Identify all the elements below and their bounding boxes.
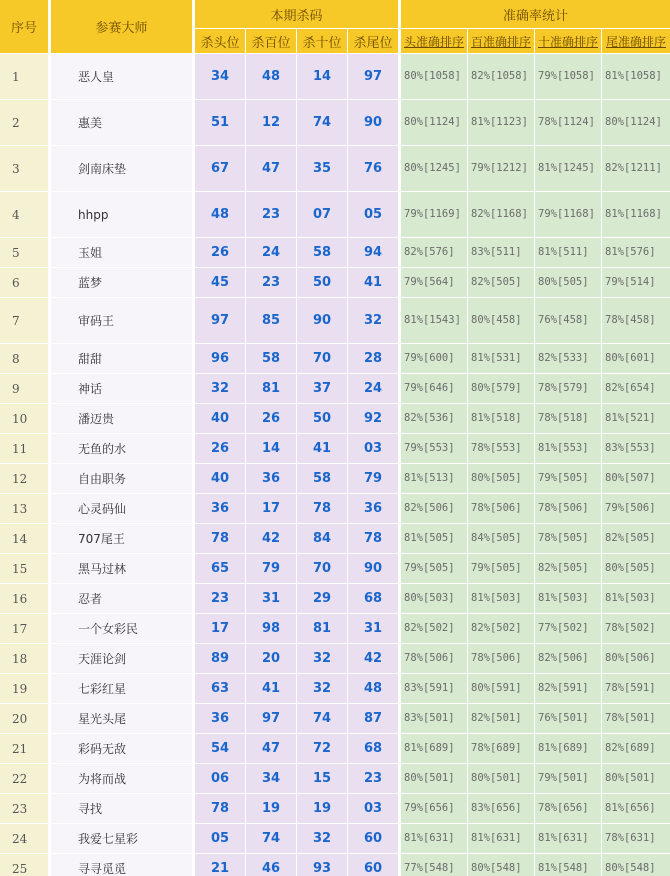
accuracy-stat: 82%[506] xyxy=(401,494,467,523)
accuracy-stat: 78%[1124] xyxy=(535,100,601,145)
header-kill-group: 本期杀码 xyxy=(195,0,398,28)
accuracy-stat: 81%[503] xyxy=(535,584,601,613)
row-seq: 7 xyxy=(0,298,48,343)
accuracy-stat: 80%[506] xyxy=(602,644,670,673)
row-seq: 25 xyxy=(0,854,48,876)
row-seq: 23 xyxy=(0,794,48,823)
kill-number: 67 xyxy=(195,146,245,191)
row-seq: 10 xyxy=(0,404,48,433)
accuracy-stat: 81%[503] xyxy=(468,584,534,613)
accuracy-stat: 77%[502] xyxy=(535,614,601,643)
accuracy-stat: 79%[1212] xyxy=(468,146,534,191)
accuracy-stat: 80%[501] xyxy=(401,764,467,793)
accuracy-stat: 80%[601] xyxy=(602,344,670,373)
kill-number: 23 xyxy=(195,584,245,613)
kill-number: 41 xyxy=(297,434,347,463)
kill-number: 28 xyxy=(348,344,398,373)
kill-number: 81 xyxy=(297,614,347,643)
accuracy-stat: 82%[536] xyxy=(401,404,467,433)
accuracy-stat: 79%[505] xyxy=(535,464,601,493)
accuracy-stat: 80%[505] xyxy=(535,268,601,297)
accuracy-stat: 81%[1543] xyxy=(401,298,467,343)
kill-number: 05 xyxy=(348,192,398,237)
accuracy-stat: 82%[501] xyxy=(468,704,534,733)
kill-number: 03 xyxy=(348,794,398,823)
master-name: 神话 xyxy=(51,374,192,403)
kill-number: 76 xyxy=(348,146,398,191)
accuracy-stat: 81%[576] xyxy=(602,238,670,267)
kill-number: 03 xyxy=(348,434,398,463)
accuracy-stat: 79%[656] xyxy=(401,794,467,823)
kill-number: 47 xyxy=(246,734,296,763)
accuracy-stat: 81%[511] xyxy=(535,238,601,267)
accuracy-stat: 80%[591] xyxy=(468,674,534,703)
accuracy-stat: 79%[514] xyxy=(602,268,670,297)
accuracy-stat: 83%[501] xyxy=(401,704,467,733)
row-seq: 9 xyxy=(0,374,48,403)
kill-number: 74 xyxy=(297,704,347,733)
kill-number: 37 xyxy=(297,374,347,403)
accuracy-stat: 82%[505] xyxy=(535,554,601,583)
row-seq: 13 xyxy=(0,494,48,523)
kill-number: 26 xyxy=(195,238,245,267)
kill-number: 14 xyxy=(297,54,347,99)
kill-number: 85 xyxy=(246,298,296,343)
kill-number: 23 xyxy=(246,192,296,237)
accuracy-stat: 84%[505] xyxy=(468,524,534,553)
accuracy-stat: 83%[511] xyxy=(468,238,534,267)
row-seq: 11 xyxy=(0,434,48,463)
kill-number: 48 xyxy=(348,674,398,703)
master-name: 审码王 xyxy=(51,298,192,343)
row-seq: 16 xyxy=(0,584,48,613)
accuracy-stat: 81%[1245] xyxy=(535,146,601,191)
master-name: 甜甜 xyxy=(51,344,192,373)
accuracy-stat: 82%[1211] xyxy=(602,146,670,191)
kill-number: 42 xyxy=(246,524,296,553)
master-name: 寻找 xyxy=(51,794,192,823)
accuracy-stat: 79%[564] xyxy=(401,268,467,297)
accuracy-stat: 81%[548] xyxy=(535,854,601,876)
kill-number: 34 xyxy=(195,54,245,99)
accuracy-stat: 80%[501] xyxy=(468,764,534,793)
accuracy-stat: 78%[506] xyxy=(468,494,534,523)
kill-number: 41 xyxy=(348,268,398,297)
master-name: 707尾王 xyxy=(51,524,192,553)
accuracy-stat: 80%[548] xyxy=(468,854,534,876)
kill-number: 36 xyxy=(195,494,245,523)
accuracy-stat: 82%[1058] xyxy=(468,54,534,99)
kill-number: 32 xyxy=(195,374,245,403)
kill-number: 26 xyxy=(246,404,296,433)
kill-number: 68 xyxy=(348,734,398,763)
master-name: 黑马过林 xyxy=(51,554,192,583)
accuracy-stat: 82%[505] xyxy=(602,524,670,553)
kill-number: 23 xyxy=(348,764,398,793)
accuracy-stat: 78%[502] xyxy=(602,614,670,643)
kill-number: 31 xyxy=(246,584,296,613)
kill-number: 41 xyxy=(246,674,296,703)
master-name: 心灵码仙 xyxy=(51,494,192,523)
master-name: 潘迈贵 xyxy=(51,404,192,433)
row-seq: 15 xyxy=(0,554,48,583)
accuracy-stat: 81%[1168] xyxy=(602,192,670,237)
row-seq: 18 xyxy=(0,644,48,673)
accuracy-stat: 82%[591] xyxy=(535,674,601,703)
master-name: 我爱七星彩 xyxy=(51,824,192,853)
accuracy-stat: 79%[1169] xyxy=(401,192,467,237)
kill-number: 40 xyxy=(195,464,245,493)
accuracy-stat: 80%[505] xyxy=(602,554,670,583)
accuracy-stat: 80%[1124] xyxy=(602,100,670,145)
master-name: 惠美 xyxy=(51,100,192,145)
accuracy-stat: 80%[579] xyxy=(468,374,534,403)
accuracy-stat: 77%[548] xyxy=(401,854,467,876)
header-master: 参赛大师 xyxy=(51,0,192,53)
accuracy-stat: 78%[458] xyxy=(602,298,670,343)
accuracy-stat: 78%[631] xyxy=(602,824,670,853)
kill-number: 07 xyxy=(297,192,347,237)
accuracy-stat: 82%[505] xyxy=(468,268,534,297)
kill-number: 40 xyxy=(195,404,245,433)
accuracy-stat: 81%[689] xyxy=(401,734,467,763)
accuracy-stat: 82%[1168] xyxy=(468,192,534,237)
kill-number: 32 xyxy=(348,298,398,343)
accuracy-stat: 81%[518] xyxy=(468,404,534,433)
row-seq: 3 xyxy=(0,146,48,191)
accuracy-stat: 79%[1058] xyxy=(535,54,601,99)
kill-number: 05 xyxy=(195,824,245,853)
kill-number: 58 xyxy=(246,344,296,373)
kill-number: 74 xyxy=(246,824,296,853)
kill-number: 78 xyxy=(348,524,398,553)
master-name: 蓝梦 xyxy=(51,268,192,297)
accuracy-stat: 81%[553] xyxy=(535,434,601,463)
master-name: 为将而战 xyxy=(51,764,192,793)
kill-number: 97 xyxy=(246,704,296,733)
header-stat-col: 头准确排序 xyxy=(401,29,467,53)
accuracy-stat: 81%[656] xyxy=(602,794,670,823)
row-seq: 4 xyxy=(0,192,48,237)
row-seq: 1 xyxy=(0,54,48,99)
accuracy-stat: 81%[631] xyxy=(401,824,467,853)
master-name: 恶人皇 xyxy=(51,54,192,99)
accuracy-stat: 79%[1168] xyxy=(535,192,601,237)
accuracy-stat: 81%[631] xyxy=(468,824,534,853)
accuracy-stat: 79%[600] xyxy=(401,344,467,373)
accuracy-stat: 79%[501] xyxy=(535,764,601,793)
kill-number: 63 xyxy=(195,674,245,703)
master-name: 星光头尾 xyxy=(51,704,192,733)
row-seq: 21 xyxy=(0,734,48,763)
kill-number: 24 xyxy=(348,374,398,403)
kill-number: 90 xyxy=(348,100,398,145)
accuracy-stat: 79%[506] xyxy=(602,494,670,523)
kill-number: 72 xyxy=(297,734,347,763)
kill-number: 70 xyxy=(297,554,347,583)
accuracy-stat: 82%[689] xyxy=(602,734,670,763)
kill-number: 79 xyxy=(246,554,296,583)
kill-number: 78 xyxy=(297,494,347,523)
kill-number: 87 xyxy=(348,704,398,733)
header-stat-group: 准确率统计 xyxy=(401,0,670,28)
accuracy-stat: 81%[689] xyxy=(535,734,601,763)
master-name: 彩码无敌 xyxy=(51,734,192,763)
accuracy-stat: 81%[531] xyxy=(468,344,534,373)
master-name: 寻寻觅觅 xyxy=(51,854,192,876)
master-name: 天涯论剑 xyxy=(51,644,192,673)
accuracy-stat: 78%[553] xyxy=(468,434,534,463)
header-kill-col: 杀十位 xyxy=(297,29,347,53)
kill-number: 98 xyxy=(246,614,296,643)
kill-number: 31 xyxy=(348,614,398,643)
kill-number: 12 xyxy=(246,100,296,145)
kill-number: 23 xyxy=(246,268,296,297)
kill-number: 89 xyxy=(195,644,245,673)
master-name: 忍者 xyxy=(51,584,192,613)
accuracy-stat: 78%[505] xyxy=(535,524,601,553)
header-stat-col: 百准确排序 xyxy=(468,29,534,53)
kill-number: 58 xyxy=(297,464,347,493)
accuracy-stat: 78%[506] xyxy=(535,494,601,523)
accuracy-stat: 78%[506] xyxy=(468,644,534,673)
kill-number: 42 xyxy=(348,644,398,673)
accuracy-stat: 80%[501] xyxy=(602,764,670,793)
kill-number: 50 xyxy=(297,404,347,433)
accuracy-stat: 80%[1245] xyxy=(401,146,467,191)
kill-number: 84 xyxy=(297,524,347,553)
kill-number: 32 xyxy=(297,644,347,673)
kill-number: 93 xyxy=(297,854,347,876)
master-name: 玉姐 xyxy=(51,238,192,267)
accuracy-stat: 81%[1123] xyxy=(468,100,534,145)
header-kill-col: 杀百位 xyxy=(246,29,296,53)
kill-number: 50 xyxy=(297,268,347,297)
kill-number: 45 xyxy=(195,268,245,297)
master-name: 自由职务 xyxy=(51,464,192,493)
master-name: 七彩红星 xyxy=(51,674,192,703)
kill-number: 19 xyxy=(297,794,347,823)
accuracy-stat: 83%[553] xyxy=(602,434,670,463)
kill-number: 32 xyxy=(297,824,347,853)
row-seq: 19 xyxy=(0,674,48,703)
accuracy-stat: 81%[503] xyxy=(602,584,670,613)
kill-number: 06 xyxy=(195,764,245,793)
row-seq: 8 xyxy=(0,344,48,373)
kill-number: 94 xyxy=(348,238,398,267)
accuracy-stat: 79%[553] xyxy=(401,434,467,463)
row-seq: 2 xyxy=(0,100,48,145)
row-seq: 22 xyxy=(0,764,48,793)
kill-number: 15 xyxy=(297,764,347,793)
accuracy-stat: 82%[533] xyxy=(535,344,601,373)
kill-number: 68 xyxy=(348,584,398,613)
kill-number: 54 xyxy=(195,734,245,763)
kill-number: 48 xyxy=(246,54,296,99)
kill-number: 48 xyxy=(195,192,245,237)
accuracy-stat: 81%[513] xyxy=(401,464,467,493)
master-name: 无鱼的水 xyxy=(51,434,192,463)
kill-number: 17 xyxy=(195,614,245,643)
accuracy-stat: 83%[656] xyxy=(468,794,534,823)
accuracy-stat: 82%[654] xyxy=(602,374,670,403)
accuracy-stat: 80%[505] xyxy=(468,464,534,493)
accuracy-stat: 80%[548] xyxy=(602,854,670,876)
kill-number: 97 xyxy=(348,54,398,99)
kill-number: 79 xyxy=(348,464,398,493)
row-seq: 12 xyxy=(0,464,48,493)
kill-number: 36 xyxy=(246,464,296,493)
accuracy-stat: 78%[591] xyxy=(602,674,670,703)
accuracy-stat: 80%[503] xyxy=(401,584,467,613)
kill-number: 81 xyxy=(246,374,296,403)
kill-number: 92 xyxy=(348,404,398,433)
accuracy-stat: 79%[505] xyxy=(468,554,534,583)
accuracy-stat: 82%[506] xyxy=(535,644,601,673)
header-stat-col: 十准确排序 xyxy=(535,29,601,53)
master-name: hhpp xyxy=(51,192,192,237)
kill-number: 17 xyxy=(246,494,296,523)
kill-number: 70 xyxy=(297,344,347,373)
kill-number: 78 xyxy=(195,794,245,823)
kill-number: 36 xyxy=(195,704,245,733)
accuracy-stat: 81%[631] xyxy=(535,824,601,853)
header-stat-col: 尾准确排序 xyxy=(602,29,670,53)
kill-number: 20 xyxy=(246,644,296,673)
accuracy-stat: 83%[591] xyxy=(401,674,467,703)
kill-number: 21 xyxy=(195,854,245,876)
kill-number: 34 xyxy=(246,764,296,793)
row-seq: 14 xyxy=(0,524,48,553)
kill-number: 36 xyxy=(348,494,398,523)
accuracy-stat: 78%[501] xyxy=(602,704,670,733)
kill-number: 78 xyxy=(195,524,245,553)
kill-number: 35 xyxy=(297,146,347,191)
accuracy-stat: 78%[579] xyxy=(535,374,601,403)
accuracy-stat: 78%[689] xyxy=(468,734,534,763)
master-name: 一个女彩民 xyxy=(51,614,192,643)
accuracy-stat: 80%[1058] xyxy=(401,54,467,99)
accuracy-stat: 81%[505] xyxy=(401,524,467,553)
kill-number: 32 xyxy=(297,674,347,703)
header-kill-col: 杀尾位 xyxy=(348,29,398,53)
kill-number: 60 xyxy=(348,824,398,853)
accuracy-stat: 79%[646] xyxy=(401,374,467,403)
kill-number: 90 xyxy=(348,554,398,583)
accuracy-stat: 76%[458] xyxy=(535,298,601,343)
accuracy-stat: 81%[1058] xyxy=(602,54,670,99)
kill-number: 60 xyxy=(348,854,398,876)
accuracy-stat: 78%[518] xyxy=(535,404,601,433)
accuracy-stat: 76%[501] xyxy=(535,704,601,733)
kill-number: 74 xyxy=(297,100,347,145)
accuracy-stat: 80%[1124] xyxy=(401,100,467,145)
accuracy-stat: 78%[656] xyxy=(535,794,601,823)
kill-number: 97 xyxy=(195,298,245,343)
accuracy-stat: 78%[506] xyxy=(401,644,467,673)
accuracy-stat: 82%[502] xyxy=(468,614,534,643)
kill-number: 96 xyxy=(195,344,245,373)
header-seq: 序号 xyxy=(0,0,48,53)
header-kill-col: 杀头位 xyxy=(195,29,245,53)
accuracy-stat: 80%[507] xyxy=(602,464,670,493)
kill-number: 58 xyxy=(297,238,347,267)
accuracy-stat: 79%[505] xyxy=(401,554,467,583)
kill-number: 24 xyxy=(246,238,296,267)
row-seq: 24 xyxy=(0,824,48,853)
kill-number: 19 xyxy=(246,794,296,823)
master-name: 剑南床垫 xyxy=(51,146,192,191)
accuracy-stat: 82%[502] xyxy=(401,614,467,643)
kill-number: 90 xyxy=(297,298,347,343)
accuracy-stat: 82%[576] xyxy=(401,238,467,267)
row-seq: 5 xyxy=(0,238,48,267)
kill-number: 47 xyxy=(246,146,296,191)
accuracy-stat: 81%[521] xyxy=(602,404,670,433)
row-seq: 6 xyxy=(0,268,48,297)
accuracy-stat: 80%[458] xyxy=(468,298,534,343)
row-seq: 20 xyxy=(0,704,48,733)
kill-number: 65 xyxy=(195,554,245,583)
kill-number: 46 xyxy=(246,854,296,876)
kill-number: 51 xyxy=(195,100,245,145)
kill-number: 14 xyxy=(246,434,296,463)
row-seq: 17 xyxy=(0,614,48,643)
kill-number: 29 xyxy=(297,584,347,613)
kill-number: 26 xyxy=(195,434,245,463)
